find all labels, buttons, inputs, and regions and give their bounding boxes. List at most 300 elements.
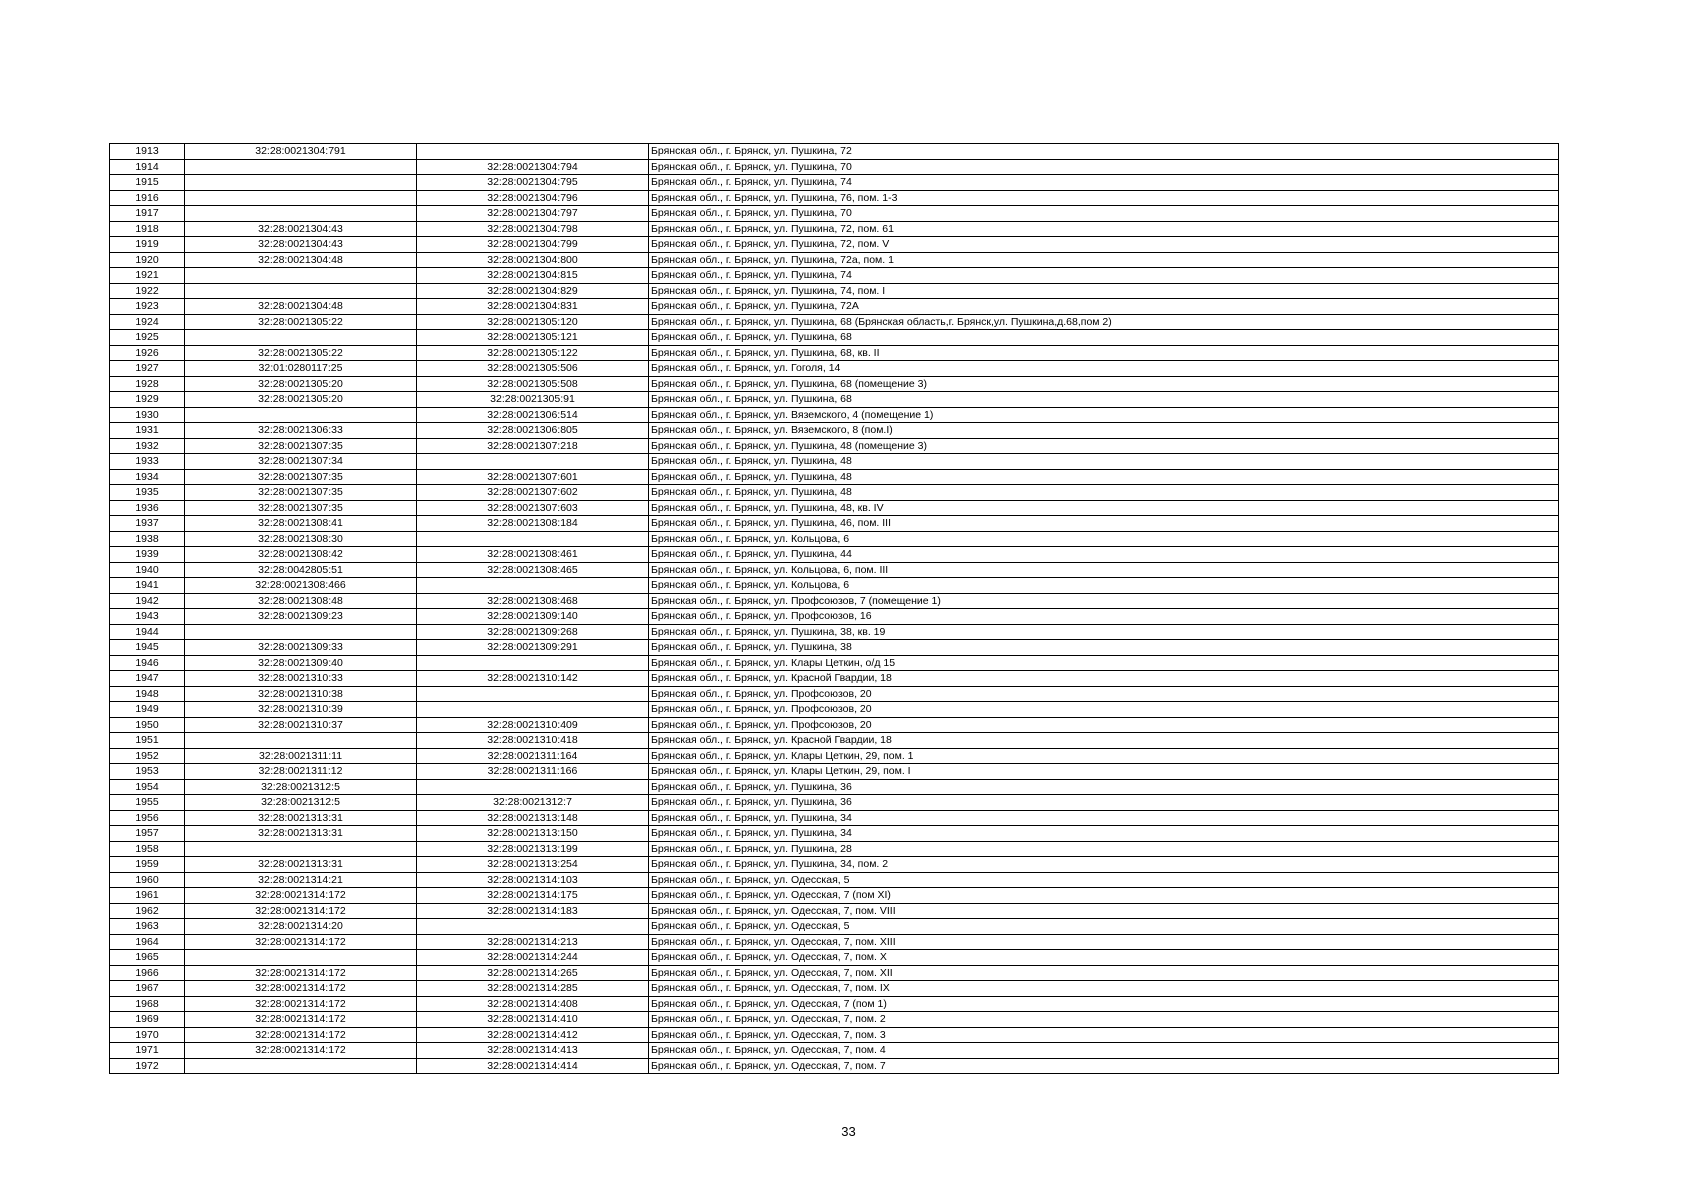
address-cell: Брянская обл., г. Брянск, ул. Профсоюзов, 7 (помещение 1) xyxy=(649,593,1559,609)
object-number-cell: 32:28:0021308:184 xyxy=(417,516,649,532)
row-number-cell: 1933 xyxy=(110,454,185,470)
object-number-cell: 32:28:0021305:506 xyxy=(417,361,649,377)
parcel-number-cell xyxy=(185,268,417,284)
object-number-cell: 32:28:0021309:140 xyxy=(417,609,649,625)
table-row xyxy=(110,733,1559,749)
row-number-cell: 1955 xyxy=(110,795,185,811)
parcel-number-cell: 32:28:0021304:48 xyxy=(185,252,417,268)
object-number-cell xyxy=(417,919,649,935)
parcel-number-cell: 32:28:0021314:172 xyxy=(185,1027,417,1043)
table-row xyxy=(110,1012,1559,1028)
table-row xyxy=(110,361,1559,377)
parcel-number-cell: 32:28:0021308:42 xyxy=(185,547,417,563)
object-number-cell: 32:28:0021310:409 xyxy=(417,717,649,733)
row-number-cell: 1972 xyxy=(110,1058,185,1074)
row-number-cell: 1936 xyxy=(110,500,185,516)
parcel-number-cell: 32:28:0021314:21 xyxy=(185,872,417,888)
row-number-cell: 1964 xyxy=(110,934,185,950)
table-row xyxy=(110,299,1559,315)
address-cell: Брянская обл., г. Брянск, ул. Одесская, 7 (пом 1) xyxy=(649,996,1559,1012)
parcel-number-cell: 32:28:0021304:43 xyxy=(185,221,417,237)
object-number-cell: 32:28:0021306:514 xyxy=(417,407,649,423)
address-cell: Брянская обл., г. Брянск, ул. Клары Цеткин, 29, пом. 1 xyxy=(649,748,1559,764)
parcel-number-cell xyxy=(185,733,417,749)
object-number-cell xyxy=(417,531,649,547)
table-row xyxy=(110,717,1559,733)
table-row xyxy=(110,159,1559,175)
table-row xyxy=(110,283,1559,299)
parcel-number-cell: 32:28:0021307:34 xyxy=(185,454,417,470)
parcel-number-cell: 32:28:0021314:20 xyxy=(185,919,417,935)
address-cell: Брянская обл., г. Брянск, ул. Пушкина, 68 (Брянская область,г. Брянск,ул. Пушкина,д.68,пом 2) xyxy=(649,314,1559,330)
address-cell: Брянская обл., г. Брянск, ул. Профсоюзов, 20 xyxy=(649,686,1559,702)
parcel-number-cell: 32:28:0021304:791 xyxy=(185,144,417,160)
table-row xyxy=(110,438,1559,454)
parcel-number-cell: 32:28:0021308:30 xyxy=(185,531,417,547)
address-cell: Брянская обл., г. Брянск, ул. Пушкина, 36 xyxy=(649,795,1559,811)
parcel-number-cell: 32:01:0280117:25 xyxy=(185,361,417,377)
row-number-cell: 1919 xyxy=(110,237,185,253)
address-cell: Брянская обл., г. Брянск, ул. Одесская, 7, пом. X xyxy=(649,950,1559,966)
table-row xyxy=(110,500,1559,516)
row-number-cell: 1934 xyxy=(110,469,185,485)
table-row xyxy=(110,407,1559,423)
table-row xyxy=(110,547,1559,563)
row-number-cell: 1965 xyxy=(110,950,185,966)
table-row xyxy=(110,826,1559,842)
table-row xyxy=(110,950,1559,966)
address-cell: Брянская обл., г. Брянск, ул. Одесская, 7, пом. IX xyxy=(649,981,1559,997)
address-cell: Брянская обл., г. Брянск, ул. Пушкина, 76, пом. 1-3 xyxy=(649,190,1559,206)
address-cell: Брянская обл., г. Брянск, ул. Пушкина, 72, пом. V xyxy=(649,237,1559,253)
table-row xyxy=(110,609,1559,625)
row-number-cell: 1962 xyxy=(110,903,185,919)
parcel-number-cell: 32:28:0021305:20 xyxy=(185,376,417,392)
row-number-cell: 1959 xyxy=(110,857,185,873)
parcel-number-cell: 32:28:0042805:51 xyxy=(185,562,417,578)
object-number-cell: 32:28:0021313:148 xyxy=(417,810,649,826)
address-cell: Брянская обл., г. Брянск, ул. Пушкина, 70 xyxy=(649,159,1559,175)
object-number-cell: 32:28:0021314:412 xyxy=(417,1027,649,1043)
address-cell: Брянская обл., г. Брянск, ул. Одесская, 7, пом. 2 xyxy=(649,1012,1559,1028)
parcel-number-cell: 32:28:0021314:172 xyxy=(185,981,417,997)
object-number-cell: 32:28:0021314:285 xyxy=(417,981,649,997)
row-number-cell: 1924 xyxy=(110,314,185,330)
table-row xyxy=(110,516,1559,532)
page-number: 33 xyxy=(841,1124,856,1139)
table-row xyxy=(110,268,1559,284)
table-row xyxy=(110,671,1559,687)
row-number-cell: 1966 xyxy=(110,965,185,981)
object-number-cell: 32:28:0021304:831 xyxy=(417,299,649,315)
parcel-number-cell: 32:28:0021314:172 xyxy=(185,934,417,950)
row-number-cell: 1941 xyxy=(110,578,185,594)
parcel-number-cell xyxy=(185,841,417,857)
row-number-cell: 1917 xyxy=(110,206,185,222)
row-number-cell: 1963 xyxy=(110,919,185,935)
address-cell: Брянская обл., г. Брянск, ул. Одесская, 7, пом. 4 xyxy=(649,1043,1559,1059)
table-row xyxy=(110,531,1559,547)
object-number-cell: 32:28:0021310:142 xyxy=(417,671,649,687)
row-number-cell: 1969 xyxy=(110,1012,185,1028)
table-row xyxy=(110,764,1559,780)
table-row xyxy=(110,996,1559,1012)
row-number-cell: 1949 xyxy=(110,702,185,718)
object-number-cell: 32:28:0021311:164 xyxy=(417,748,649,764)
object-number-cell: 32:28:0021309:268 xyxy=(417,624,649,640)
address-cell: Брянская обл., г. Брянск, ул. Пушкина, 70 xyxy=(649,206,1559,222)
address-cell: Брянская обл., г. Брянск, ул. Вяземского, 4 (помещение 1) xyxy=(649,407,1559,423)
address-cell: Брянская обл., г. Брянск, ул. Пушкина, 34, пом. 2 xyxy=(649,857,1559,873)
row-number-cell: 1915 xyxy=(110,175,185,191)
address-cell: Брянская обл., г. Брянск, ул. Кольцова, 6, пом. III xyxy=(649,562,1559,578)
object-number-cell: 32:28:0021305:122 xyxy=(417,345,649,361)
address-cell: Брянская обл., г. Брянск, ул. Пушкина, 48 xyxy=(649,469,1559,485)
object-number-cell: 32:28:0021307:603 xyxy=(417,500,649,516)
table-row xyxy=(110,252,1559,268)
table-row xyxy=(110,655,1559,671)
row-number-cell: 1923 xyxy=(110,299,185,315)
row-number-cell: 1928 xyxy=(110,376,185,392)
address-cell: Брянская обл., г. Брянск, ул. Одесская, 7, пом. XII xyxy=(649,965,1559,981)
parcel-number-cell: 32:28:0021310:37 xyxy=(185,717,417,733)
table-row xyxy=(110,578,1559,594)
object-number-cell xyxy=(417,655,649,671)
table-row xyxy=(110,221,1559,237)
table-row xyxy=(110,934,1559,950)
address-cell: Брянская обл., г. Брянск, ул. Пушкина, 48 xyxy=(649,454,1559,470)
parcel-number-cell: 32:28:0021314:172 xyxy=(185,965,417,981)
row-number-cell: 1961 xyxy=(110,888,185,904)
row-number-cell: 1951 xyxy=(110,733,185,749)
parcel-number-cell: 32:28:0021306:33 xyxy=(185,423,417,439)
row-number-cell: 1916 xyxy=(110,190,185,206)
table-row xyxy=(110,485,1559,501)
table-row xyxy=(110,981,1559,997)
object-number-cell: 32:28:0021304:829 xyxy=(417,283,649,299)
row-number-cell: 1956 xyxy=(110,810,185,826)
parcel-number-cell: 32:28:0021309:33 xyxy=(185,640,417,656)
parcel-number-cell: 32:28:0021304:48 xyxy=(185,299,417,315)
parcel-number-cell: 32:28:0021311:11 xyxy=(185,748,417,764)
row-number-cell: 1948 xyxy=(110,686,185,702)
table-row xyxy=(110,872,1559,888)
address-cell: Брянская обл., г. Брянск, ул. Профсоюзов, 16 xyxy=(649,609,1559,625)
object-number-cell: 32:28:0021304:800 xyxy=(417,252,649,268)
parcel-number-cell xyxy=(185,175,417,191)
object-number-cell: 32:28:0021304:796 xyxy=(417,190,649,206)
row-number-cell: 1927 xyxy=(110,361,185,377)
table-row xyxy=(110,454,1559,470)
table-row xyxy=(110,919,1559,935)
row-number-cell: 1921 xyxy=(110,268,185,284)
parcel-number-cell: 32:28:0021305:20 xyxy=(185,392,417,408)
row-number-cell: 1942 xyxy=(110,593,185,609)
table-row xyxy=(110,345,1559,361)
address-cell: Брянская обл., г. Брянск, ул. Вяземского, 8 (пом.I) xyxy=(649,423,1559,439)
object-number-cell: 32:28:0021312:7 xyxy=(417,795,649,811)
table-row xyxy=(110,748,1559,764)
parcel-number-cell: 32:28:0021311:12 xyxy=(185,764,417,780)
row-number-cell: 1957 xyxy=(110,826,185,842)
table-row xyxy=(110,888,1559,904)
address-cell: Брянская обл., г. Брянск, ул. Пушкина, 68 xyxy=(649,330,1559,346)
parcel-number-cell: 32:28:0021314:172 xyxy=(185,1012,417,1028)
row-number-cell: 1938 xyxy=(110,531,185,547)
parcel-number-cell xyxy=(185,283,417,299)
object-number-cell: 32:28:0021308:461 xyxy=(417,547,649,563)
parcel-number-cell: 32:28:0021313:31 xyxy=(185,857,417,873)
row-number-cell: 1930 xyxy=(110,407,185,423)
parcel-number-cell xyxy=(185,330,417,346)
object-number-cell: 32:28:0021308:468 xyxy=(417,593,649,609)
address-cell: Брянская обл., г. Брянск, ул. Одесская, 7, пом. VIII xyxy=(649,903,1559,919)
object-number-cell: 32:28:0021314:410 xyxy=(417,1012,649,1028)
table-row xyxy=(110,237,1559,253)
object-number-cell: 32:28:0021304:797 xyxy=(417,206,649,222)
row-number-cell: 1952 xyxy=(110,748,185,764)
address-cell: Брянская обл., г. Брянск, ул. Пушкина, 72, пом. 61 xyxy=(649,221,1559,237)
object-number-cell: 32:28:0021305:91 xyxy=(417,392,649,408)
object-number-cell: 32:28:0021304:815 xyxy=(417,268,649,284)
parcel-number-cell: 32:28:0021312:5 xyxy=(185,795,417,811)
row-number-cell: 1946 xyxy=(110,655,185,671)
table-row xyxy=(110,810,1559,826)
address-cell: Брянская обл., г. Брянск, ул. Красной Гвардии, 18 xyxy=(649,733,1559,749)
object-number-cell: 32:28:0021307:218 xyxy=(417,438,649,454)
address-cell: Брянская обл., г. Брянск, ул. Пушкина, 28 xyxy=(649,841,1559,857)
parcel-number-cell xyxy=(185,190,417,206)
parcel-number-cell: 32:28:0021313:31 xyxy=(185,810,417,826)
parcel-number-cell: 32:28:0021307:35 xyxy=(185,469,417,485)
table-body xyxy=(110,144,1559,1074)
object-number-cell: 32:28:0021313:150 xyxy=(417,826,649,842)
parcel-number-cell: 32:28:0021307:35 xyxy=(185,485,417,501)
table-row xyxy=(110,190,1559,206)
parcel-number-cell: 32:28:0021310:38 xyxy=(185,686,417,702)
object-number-cell: 32:28:0021310:418 xyxy=(417,733,649,749)
address-cell: Брянская обл., г. Брянск, ул. Пушкина, 68 xyxy=(649,392,1559,408)
table-row xyxy=(110,376,1559,392)
address-cell: Брянская обл., г. Брянск, ул. Пушкина, 48 (помещение 3) xyxy=(649,438,1559,454)
address-cell: Брянская обл., г. Брянск, ул. Пушкина, 44 xyxy=(649,547,1559,563)
table-row xyxy=(110,314,1559,330)
object-number-cell xyxy=(417,144,649,160)
address-cell: Брянская обл., г. Брянск, ул. Пушкина, 74, пом. I xyxy=(649,283,1559,299)
object-number-cell: 32:28:0021314:175 xyxy=(417,888,649,904)
object-number-cell: 32:28:0021314:244 xyxy=(417,950,649,966)
table-row xyxy=(110,144,1559,160)
address-cell: Брянская обл., г. Брянск, ул. Пушкина, 74 xyxy=(649,175,1559,191)
row-number-cell: 1968 xyxy=(110,996,185,1012)
table-row xyxy=(110,562,1559,578)
row-number-cell: 1953 xyxy=(110,764,185,780)
address-cell: Брянская обл., г. Брянск, ул. Пушкина, 38 xyxy=(649,640,1559,656)
address-cell: Брянская обл., г. Брянск, ул. Профсоюзов, 20 xyxy=(649,702,1559,718)
address-cell: Брянская обл., г. Брянск, ул. Пушкина, 48 xyxy=(649,485,1559,501)
row-number-cell: 1925 xyxy=(110,330,185,346)
row-number-cell: 1950 xyxy=(110,717,185,733)
table-row xyxy=(110,469,1559,485)
object-number-cell: 32:28:0021314:408 xyxy=(417,996,649,1012)
row-number-cell: 1914 xyxy=(110,159,185,175)
parcel-number-cell: 32:28:0021307:35 xyxy=(185,438,417,454)
object-number-cell xyxy=(417,702,649,718)
object-number-cell: 32:28:0021304:794 xyxy=(417,159,649,175)
object-number-cell xyxy=(417,454,649,470)
table-row xyxy=(110,686,1559,702)
address-cell: Брянская обл., г. Брянск, ул. Пушкина, 74 xyxy=(649,268,1559,284)
object-number-cell: 32:28:0021304:799 xyxy=(417,237,649,253)
row-number-cell: 1960 xyxy=(110,872,185,888)
object-number-cell: 32:28:0021314:183 xyxy=(417,903,649,919)
object-number-cell: 32:28:0021308:465 xyxy=(417,562,649,578)
row-number-cell: 1929 xyxy=(110,392,185,408)
address-cell: Брянская обл., г. Брянск, ул. Пушкина, 38, кв. 19 xyxy=(649,624,1559,640)
address-cell: Брянская обл., г. Брянск, ул. Пушкина, 68 (помещение 3) xyxy=(649,376,1559,392)
row-number-cell: 1943 xyxy=(110,609,185,625)
parcel-number-cell: 32:28:0021308:48 xyxy=(185,593,417,609)
object-number-cell xyxy=(417,779,649,795)
parcel-number-cell xyxy=(185,407,417,423)
row-number-cell: 1971 xyxy=(110,1043,185,1059)
row-number-cell: 1918 xyxy=(110,221,185,237)
address-cell: Брянская обл., г. Брянск, ул. Одесская, 5 xyxy=(649,919,1559,935)
parcel-number-cell xyxy=(185,1058,417,1074)
object-number-cell: 32:28:0021307:601 xyxy=(417,469,649,485)
parcel-number-cell: 32:28:0021305:22 xyxy=(185,314,417,330)
table-row xyxy=(110,779,1559,795)
table-row xyxy=(110,593,1559,609)
table-row xyxy=(110,1058,1559,1074)
row-number-cell: 1937 xyxy=(110,516,185,532)
row-number-cell: 1931 xyxy=(110,423,185,439)
object-number-cell: 32:28:0021305:121 xyxy=(417,330,649,346)
row-number-cell: 1913 xyxy=(110,144,185,160)
row-number-cell: 1958 xyxy=(110,841,185,857)
table-row xyxy=(110,857,1559,873)
address-cell: Брянская обл., г. Брянск, ул. Пушкина, 34 xyxy=(649,826,1559,842)
object-number-cell: 32:28:0021314:414 xyxy=(417,1058,649,1074)
row-number-cell: 1940 xyxy=(110,562,185,578)
parcel-number-cell: 32:28:0021313:31 xyxy=(185,826,417,842)
cadastral-table xyxy=(109,143,1559,1074)
address-cell: Брянская обл., г. Брянск, ул. Пушкина, 68, кв. II xyxy=(649,345,1559,361)
table-row xyxy=(110,175,1559,191)
table-row xyxy=(110,965,1559,981)
table-row xyxy=(110,1027,1559,1043)
object-number-cell: 32:28:0021313:254 xyxy=(417,857,649,873)
address-cell: Брянская обл., г. Брянск, ул. Профсоюзов, 20 xyxy=(649,717,1559,733)
parcel-number-cell: 32:28:0021309:40 xyxy=(185,655,417,671)
object-number-cell: 32:28:0021309:291 xyxy=(417,640,649,656)
parcel-number-cell: 32:28:0021314:172 xyxy=(185,903,417,919)
parcel-number-cell: 32:28:0021310:33 xyxy=(185,671,417,687)
table-row xyxy=(110,702,1559,718)
row-number-cell: 1970 xyxy=(110,1027,185,1043)
parcel-number-cell: 32:28:0021314:172 xyxy=(185,1043,417,1059)
row-number-cell: 1954 xyxy=(110,779,185,795)
parcel-number-cell: 32:28:0021310:39 xyxy=(185,702,417,718)
parcel-number-cell: 32:28:0021304:43 xyxy=(185,237,417,253)
address-cell: Брянская обл., г. Брянск, ул. Клары Цеткин, о/д 15 xyxy=(649,655,1559,671)
object-number-cell: 32:28:0021306:805 xyxy=(417,423,649,439)
table-row xyxy=(110,1043,1559,1059)
address-cell: Брянская обл., г. Брянск, ул. Пушкина, 34 xyxy=(649,810,1559,826)
address-cell: Брянская обл., г. Брянск, ул. Пушкина, 72а, пом. 1 xyxy=(649,252,1559,268)
table-row xyxy=(110,423,1559,439)
parcel-number-cell: 32:28:0021307:35 xyxy=(185,500,417,516)
parcel-number-cell: 32:28:0021314:172 xyxy=(185,996,417,1012)
address-cell: Брянская обл., г. Брянск, ул. Гоголя, 14 xyxy=(649,361,1559,377)
object-number-cell: 32:28:0021311:166 xyxy=(417,764,649,780)
address-cell: Брянская обл., г. Брянск, ул. Клары Цеткин, 29, пом. I xyxy=(649,764,1559,780)
table-row xyxy=(110,795,1559,811)
address-cell: Брянская обл., г. Брянск, ул. Одесская, 7, пом. 3 xyxy=(649,1027,1559,1043)
parcel-number-cell xyxy=(185,624,417,640)
object-number-cell: 32:28:0021304:798 xyxy=(417,221,649,237)
address-cell: Брянская обл., г. Брянск, ул. Пушкина, 72А xyxy=(649,299,1559,315)
parcel-number-cell: 32:28:0021314:172 xyxy=(185,888,417,904)
address-cell: Брянская обл., г. Брянск, ул. Пушкина, 36 xyxy=(649,779,1559,795)
parcel-number-cell: 32:28:0021312:5 xyxy=(185,779,417,795)
row-number-cell: 1922 xyxy=(110,283,185,299)
address-cell: Брянская обл., г. Брянск, ул. Кольцова, 6 xyxy=(649,531,1559,547)
parcel-number-cell xyxy=(185,950,417,966)
object-number-cell: 32:28:0021314:413 xyxy=(417,1043,649,1059)
address-cell: Брянская обл., г. Брянск, ул. Пушкина, 48, кв. IV xyxy=(649,500,1559,516)
object-number-cell: 32:28:0021307:602 xyxy=(417,485,649,501)
address-cell: Брянская обл., г. Брянск, ул. Пушкина, 46, пом. III xyxy=(649,516,1559,532)
table-row xyxy=(110,330,1559,346)
object-number-cell: 32:28:0021314:213 xyxy=(417,934,649,950)
address-cell: Брянская обл., г. Брянск, ул. Красной Гвардии, 18 xyxy=(649,671,1559,687)
address-cell: Брянская обл., г. Брянск, ул. Одесская, 7, пом. XIII xyxy=(649,934,1559,950)
object-number-cell: 32:28:0021305:120 xyxy=(417,314,649,330)
table-row xyxy=(110,903,1559,919)
row-number-cell: 1939 xyxy=(110,547,185,563)
parcel-number-cell xyxy=(185,206,417,222)
row-number-cell: 1932 xyxy=(110,438,185,454)
parcel-number-cell: 32:28:0021305:22 xyxy=(185,345,417,361)
table-row xyxy=(110,624,1559,640)
address-cell: Брянская обл., г. Брянск, ул. Пушкина, 72 xyxy=(649,144,1559,160)
object-number-cell: 32:28:0021314:103 xyxy=(417,872,649,888)
address-cell: Брянская обл., г. Брянск, ул. Одесская, 5 xyxy=(649,872,1559,888)
parcel-number-cell xyxy=(185,159,417,175)
object-number-cell: 32:28:0021305:508 xyxy=(417,376,649,392)
table-row xyxy=(110,841,1559,857)
address-cell: Брянская обл., г. Брянск, ул. Одесская, 7 (пом XI) xyxy=(649,888,1559,904)
row-number-cell: 1945 xyxy=(110,640,185,656)
object-number-cell xyxy=(417,578,649,594)
address-cell: Брянская обл., г. Брянск, ул. Одесская, 7, пом. 7 xyxy=(649,1058,1559,1074)
parcel-number-cell: 32:28:0021308:41 xyxy=(185,516,417,532)
object-number-cell xyxy=(417,686,649,702)
row-number-cell: 1926 xyxy=(110,345,185,361)
object-number-cell: 32:28:0021304:795 xyxy=(417,175,649,191)
table-row xyxy=(110,392,1559,408)
table-row xyxy=(110,206,1559,222)
object-number-cell: 32:28:0021314:265 xyxy=(417,965,649,981)
parcel-number-cell: 32:28:0021308:466 xyxy=(185,578,417,594)
row-number-cell: 1967 xyxy=(110,981,185,997)
row-number-cell: 1947 xyxy=(110,671,185,687)
address-cell: Брянская обл., г. Брянск, ул. Кольцова, 6 xyxy=(649,578,1559,594)
row-number-cell: 1920 xyxy=(110,252,185,268)
row-number-cell: 1935 xyxy=(110,485,185,501)
parcel-number-cell: 32:28:0021309:23 xyxy=(185,609,417,625)
